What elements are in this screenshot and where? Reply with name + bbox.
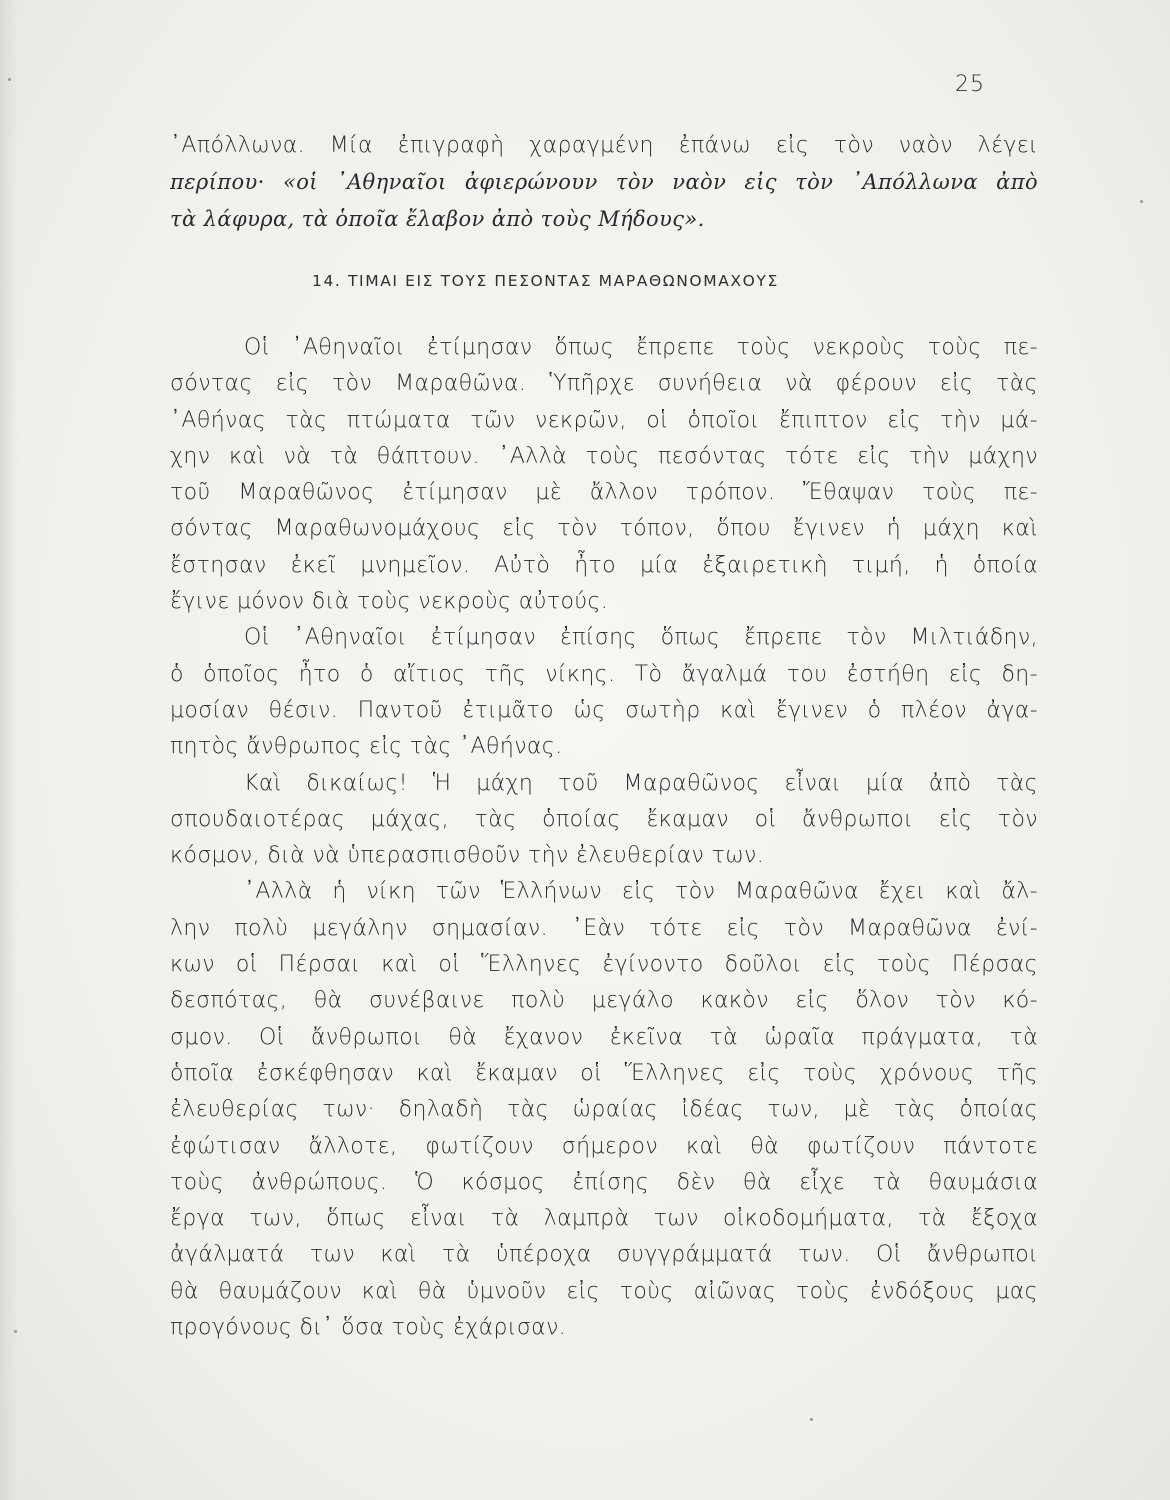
text-line: μοσίαν θέσιν. Παντοῦ ἐτιμᾶτο ὡς σωτὴρ καὶ ἔγινεν ὁ πλέον ἀγα-	[170, 697, 1038, 723]
text-line: ᾿Αθήνας τὰς πτώματα τῶν νεκρῶν, οἱ ὁποῖοι ἔπιπτον εἰς τὴν μά-	[170, 407, 1038, 433]
text-line: σπουδαιοτέρας μάχας, τὰς ὁποίας ἔκαμαν οἱ ἄνθρωποι εἰς τὸν	[170, 806, 1038, 832]
text-line: σόντας Μαραθωνομάχους εἰς τὸν τόπον, ὅπου ἔγινεν ἡ μάχη καὶ	[170, 516, 1038, 542]
page-number: 25	[955, 72, 985, 97]
text-line: τοὺς ἀνθρώπους. Ὁ κόσμος ἐπίσης δὲν θὰ εἶχε τὰ θαυμάσια	[170, 1169, 1038, 1195]
paper-speck	[14, 1330, 17, 1333]
text-line: σόντας εἰς τὸν Μαραθῶνα. Ὑπῆρχε συνήθεια νὰ φέρουν εἰς τὰς	[170, 371, 1038, 397]
text-line: Οἱ ᾿Αθηναῖοι ἐτίμησαν ἐπίσης ὅπως ἔπρεπε τὸν Μιλτιάδην,	[244, 625, 1038, 651]
text-line: ἀγάλματά των καὶ τὰ ὑπέροχα συγγράμματά των. Οἱ ἄνθρωποι	[170, 1242, 1038, 1268]
page-spine-shadow	[0, 0, 18, 1500]
text-line: ὁ ὁποῖος ἦτο ὁ αἴτιος τῆς νίκης. Τὸ ἄγαλμά του ἐστήθη εἰς δη-	[170, 661, 1038, 687]
text-line: τὰ λάφυρα, τὰ ὁποῖα ἔλαβον ἀπὸ τοὺς Μήδους».	[170, 206, 705, 231]
text-line: πητὸς ἄνθρωπος εἰς τὰς ᾿Αθήνας.	[170, 734, 563, 760]
section-heading: 14. ΤΙΜΑΙ ΕΙΣ ΤΟΥΣ ΠΕΣΟΝΤΑΣ ΜΑΡΑΘΩΝΟΜΑΧΟΥΣ	[312, 272, 779, 290]
text-line: ἔργα των, ὅπως εἶναι τὰ λαμπρὰ των οἰκοδομήματα, τὰ ἔξοχα	[170, 1206, 1038, 1232]
text-line: Οἱ ᾿Αθηναῖοι ἐτίμησαν ὅπως ἔπρεπε τοὺς νεκροὺς τοὺς πε-	[244, 335, 1038, 360]
text-line: κόσμον, διὰ νὰ ὑπερασπισθοῦν τὴν ἐλευθερίαν των.	[170, 843, 765, 869]
text-line: προγόνους δι᾿ ὅσα τοὺς ἐχάρισαν.	[170, 1315, 567, 1341]
text-line: ὁποῖα ἐσκέφθησαν καὶ ἔκαμαν οἱ Ἕλληνες εἰς τοὺς χρόνους τῆς	[170, 1060, 1038, 1086]
text-line: θὰ θαυμάζουν καὶ θὰ ὑμνοῦν εἰς τοὺς αἰῶνας τοὺς ἐνδόξους μας	[170, 1278, 1038, 1304]
text-line: ἐλευθερίας των· δηλαδὴ τὰς ὡραίας ἰδέας των, μὲ τὰς ὁποίας	[170, 1097, 1038, 1123]
intro-paragraph	[170, 128, 1038, 237]
text-line: λην πολὺ μεγάλην σημασίαν. ᾿Εὰν τότε εἰς τὸν Μαραθῶνα ἐνί-	[170, 915, 1038, 941]
text-line: ἐφώτισαν ἄλλοτε, φωτίζουν σήμερον καὶ θὰ φωτίζουν πάντοτε	[170, 1133, 1038, 1159]
body-text	[170, 330, 1038, 1346]
text-line: χην καὶ νὰ τὰ θάπτουν. ᾿Αλλὰ τοὺς πεσόντας τότε εἰς τὴν μάχην	[170, 443, 1038, 469]
paper-speck	[1140, 200, 1143, 203]
text-line: Καὶ δικαίως! Ἡ μάχη τοῦ Μαραθῶνος εἶναι μία ἀπὸ τὰς	[244, 770, 1038, 796]
text-line: ἔγινε μόνον διὰ τοὺς νεκροὺς αὐτούς.	[170, 589, 609, 615]
paper-speck	[8, 78, 11, 81]
text-line: περίπου· «οἱ ᾿Αθηναῖοι ἀφιερώνουν τὸν ναὸν εἰς τὸν ᾿Απόλλωνα ἀπὸ	[170, 170, 1038, 195]
text-line: κων οἱ Πέρσαι καὶ οἱ Ἕλληνες ἐγίνοντο δοῦλοι εἰς τοὺς Πέρσας	[170, 952, 1038, 978]
text-line: ᾿Αλλὰ ἡ νίκη τῶν Ἑλλήνων εἰς τὸν Μαραθῶνα ἔχει καὶ ἄλ-	[244, 879, 1038, 905]
text-line: τοῦ Μαραθῶνος ἐτίμησαν μὲ ἄλλον τρόπον. Ἔθαψαν τοὺς πε-	[170, 480, 1038, 506]
text-line: σμον. Οἱ ἄνθρωποι θὰ ἔχανον ἐκεῖνα τὰ ὡραῖα πράγματα, τὰ	[170, 1024, 1038, 1050]
text-line: δεσπότας, θὰ συνέβαινε πολὺ μεγάλο κακὸν εἰς ὅλον τὸν κό-	[170, 988, 1038, 1014]
paper-speck	[810, 1418, 813, 1421]
text-line: ᾿Απόλλωνα. Μία ἐπιγραφὴ χαραγμένη ἐπάνω εἰς τὸν ναὸν λέγει	[170, 133, 1038, 158]
text-line: ἔστησαν ἐκεῖ μνημεῖον. Αὐτὸ ἦτο μία ἐξαιρετικὴ τιμή, ἡ ὁποία	[170, 552, 1038, 578]
